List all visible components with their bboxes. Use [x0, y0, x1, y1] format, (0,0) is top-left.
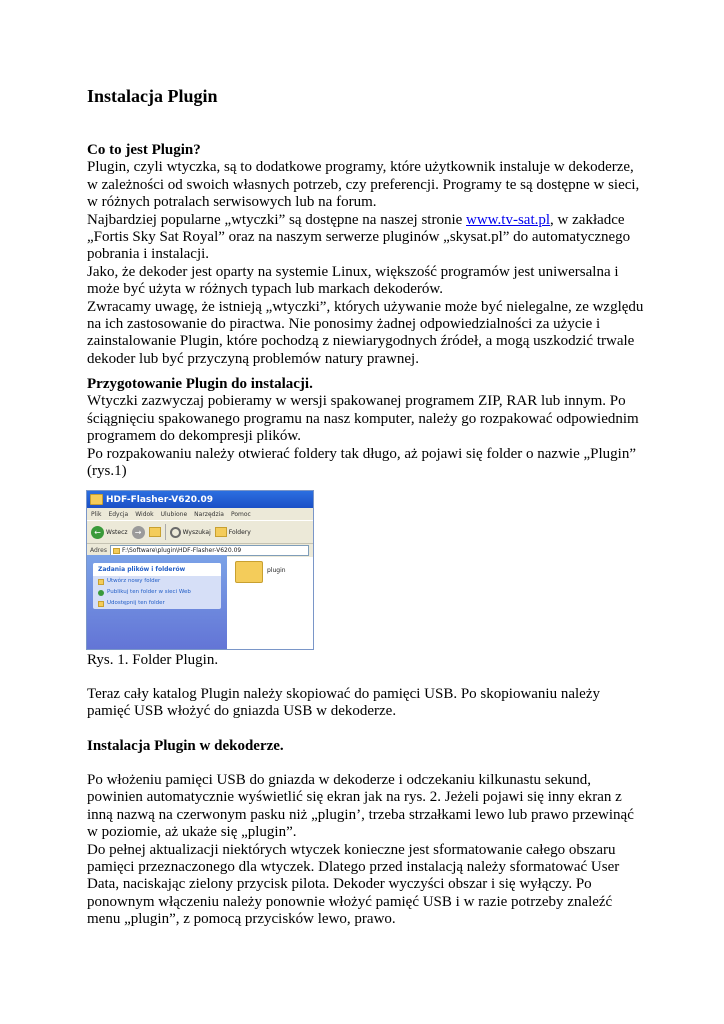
search-icon — [170, 527, 181, 538]
toolbar-separator — [165, 524, 166, 540]
folder-icon — [113, 548, 120, 554]
tasks-panel-title[interactable]: Zadania plików i folderów — [93, 563, 221, 576]
search-label: Wyszukaj — [182, 528, 211, 536]
task-new-folder[interactable] — [93, 576, 221, 587]
menu-bar — [87, 508, 313, 520]
task-pane — [87, 555, 227, 649]
paragraph: Do pełnej aktualizacji niektórych wtyczek konieczne jest sformatowanie całego obszaru pamięci przeznaczonego dla wtyczek. Dlatego przed instalacją należy sformatować User Data, naciskając zielony przycisk pilota. Dekoder wyczyści obszar i się wyłączy. Po ponownym włączeniu należy ponownie włożyć pamięć USB i w razie potrzeby znaleźć menu „plugin”, z pomocą przycisków lewo, prawo. — [87, 841, 620, 928]
section-heading: Co to jest Plugin? — [87, 142, 201, 158]
section-install — [87, 772, 647, 929]
address-value: F:\Software\plugin\HDF-Flasher-V620.09 — [121, 547, 242, 554]
menu-item-narzedzia[interactable]: Narzędzia — [194, 510, 224, 518]
forward-arrow-icon[interactable]: → — [132, 526, 145, 539]
figure-caption: Rys. 1. Folder Plugin. — [87, 652, 219, 668]
task-label: Udostępnij ten folder — [107, 600, 165, 606]
window-titlebar — [87, 491, 313, 508]
section-heading-install — [87, 738, 647, 755]
new-folder-icon — [98, 579, 104, 585]
paragraph: Wtyczki zazwyczaj pobieramy w wersji spakowanej programem ZIP, RAR lub innym. Po ściągnięciu spakowanego programu na nasz komputer, należy go rozpakować odpowiednim programem do dekompresji plików. — [87, 393, 639, 445]
search-button[interactable] — [170, 527, 211, 538]
back-button[interactable] — [91, 526, 128, 539]
plugin-folder-icon[interactable] — [235, 561, 263, 583]
menu-item-pomoc[interactable]: Pomoc — [230, 510, 251, 518]
section-heading: Przygotowanie Plugin do instalacji. — [87, 376, 313, 392]
menu-item-widok[interactable]: Widok — [135, 510, 154, 518]
paragraph-text: , w zakładce „Fortis Sky Sat Royal” oraz na naszym serwerze pluginów „skysat.pl” do automatycznego pobrania i instalacji. — [87, 211, 631, 263]
paragraph: Po włożeniu pamięci USB do gniazda w dekoderze i odczekaniu kilkunastu sekund, powinien automatycznie wyświetlić się ekran jak na rys. 2. Jeżeli pojawi się inny ekran z inną nazwą na czerwonym pasku niż „plugin’, trzeba strzałkami lewo lub prawo przewinąć w poziomie, aż ukaże się „plugin”. — [87, 772, 634, 841]
address-label: Adres — [90, 547, 107, 554]
paragraph: Plugin, czyli wtyczka, są to dodatkowe programy, które użytkownik instaluje w dekoderze, w zależności od swoich własnych potrzeb, czy preferencji. Programy te są dostępne w sieci, w różnych potralach serwisowych lub na forum. — [87, 159, 640, 211]
paragraph-text: Najbardziej popularne „wtyczki” są dostępne na naszej stronie — [87, 211, 463, 228]
task-publish-web[interactable] — [93, 587, 221, 598]
window-title: HDF-Flasher-V620.09 — [106, 494, 213, 505]
section-preparation — [87, 376, 647, 480]
toolbar — [87, 520, 313, 544]
folder-icon — [90, 494, 103, 505]
explorer-screenshot — [86, 490, 314, 650]
folders-label: Foldery — [228, 528, 251, 536]
file-view — [227, 555, 313, 649]
folders-button[interactable] — [215, 527, 251, 537]
globe-icon — [98, 590, 104, 596]
up-folder-icon[interactable] — [149, 527, 161, 537]
tasks-panel — [93, 563, 221, 609]
page-title: Instalacja Plugin — [87, 86, 218, 106]
menu-item-ulubione[interactable]: Ulubione — [160, 510, 188, 518]
paragraph: Jako, że dekoder jest oparty na systemie Linux, większość programów jest uniwersalna i może być użyta w różnych typach lub markach dekoderów. — [87, 263, 619, 298]
task-share-folder[interactable] — [93, 598, 221, 609]
back-arrow-icon: ← — [91, 526, 104, 539]
task-label: Utwórz nowy folder — [107, 578, 161, 584]
paragraph — [87, 212, 647, 264]
menu-item-edycja[interactable]: Edycja — [108, 510, 129, 518]
back-label: Wstecz — [106, 528, 128, 536]
website-link[interactable]: www.tv-sat.pl — [466, 211, 551, 228]
paragraph: Zwracamy uwagę, że istnieją „wtyczki”, których używanie może być nielegalne, ze względu na ich zastosowanie do piractwa. Nie ponosimy żadnej odpowiedzialności za użycie i zainstalowanie Plugin, które pochodzą z niewiarygodnych źródeł, a mogą uszkodzić trwale dekoder lub być przyczyną problemów natury prawnej. — [87, 298, 644, 367]
menu-item-plik[interactable]: Plik — [91, 510, 102, 518]
share-folder-icon — [98, 601, 104, 607]
explorer-body — [87, 555, 313, 649]
copy-instructions: Teraz cały katalog Plugin należy skopiować do pamięci USB. Po skopiowaniu należy pamięć USB włożyć do gniazda USB w dekoderze. — [87, 686, 600, 720]
plugin-folder-label[interactable]: plugin — [267, 567, 286, 574]
paragraph: Po rozpakowaniu należy otwierać foldery tak długo, aż pojawi się folder o nazwie „Plugin” (rys.1) — [87, 445, 636, 480]
section-heading: Instalacja Plugin w dekoderze. — [87, 738, 284, 754]
task-label: Publikuj ten folder w sieci Web — [107, 589, 191, 595]
section-what-is-plugin — [87, 142, 647, 368]
folders-icon — [215, 527, 227, 537]
